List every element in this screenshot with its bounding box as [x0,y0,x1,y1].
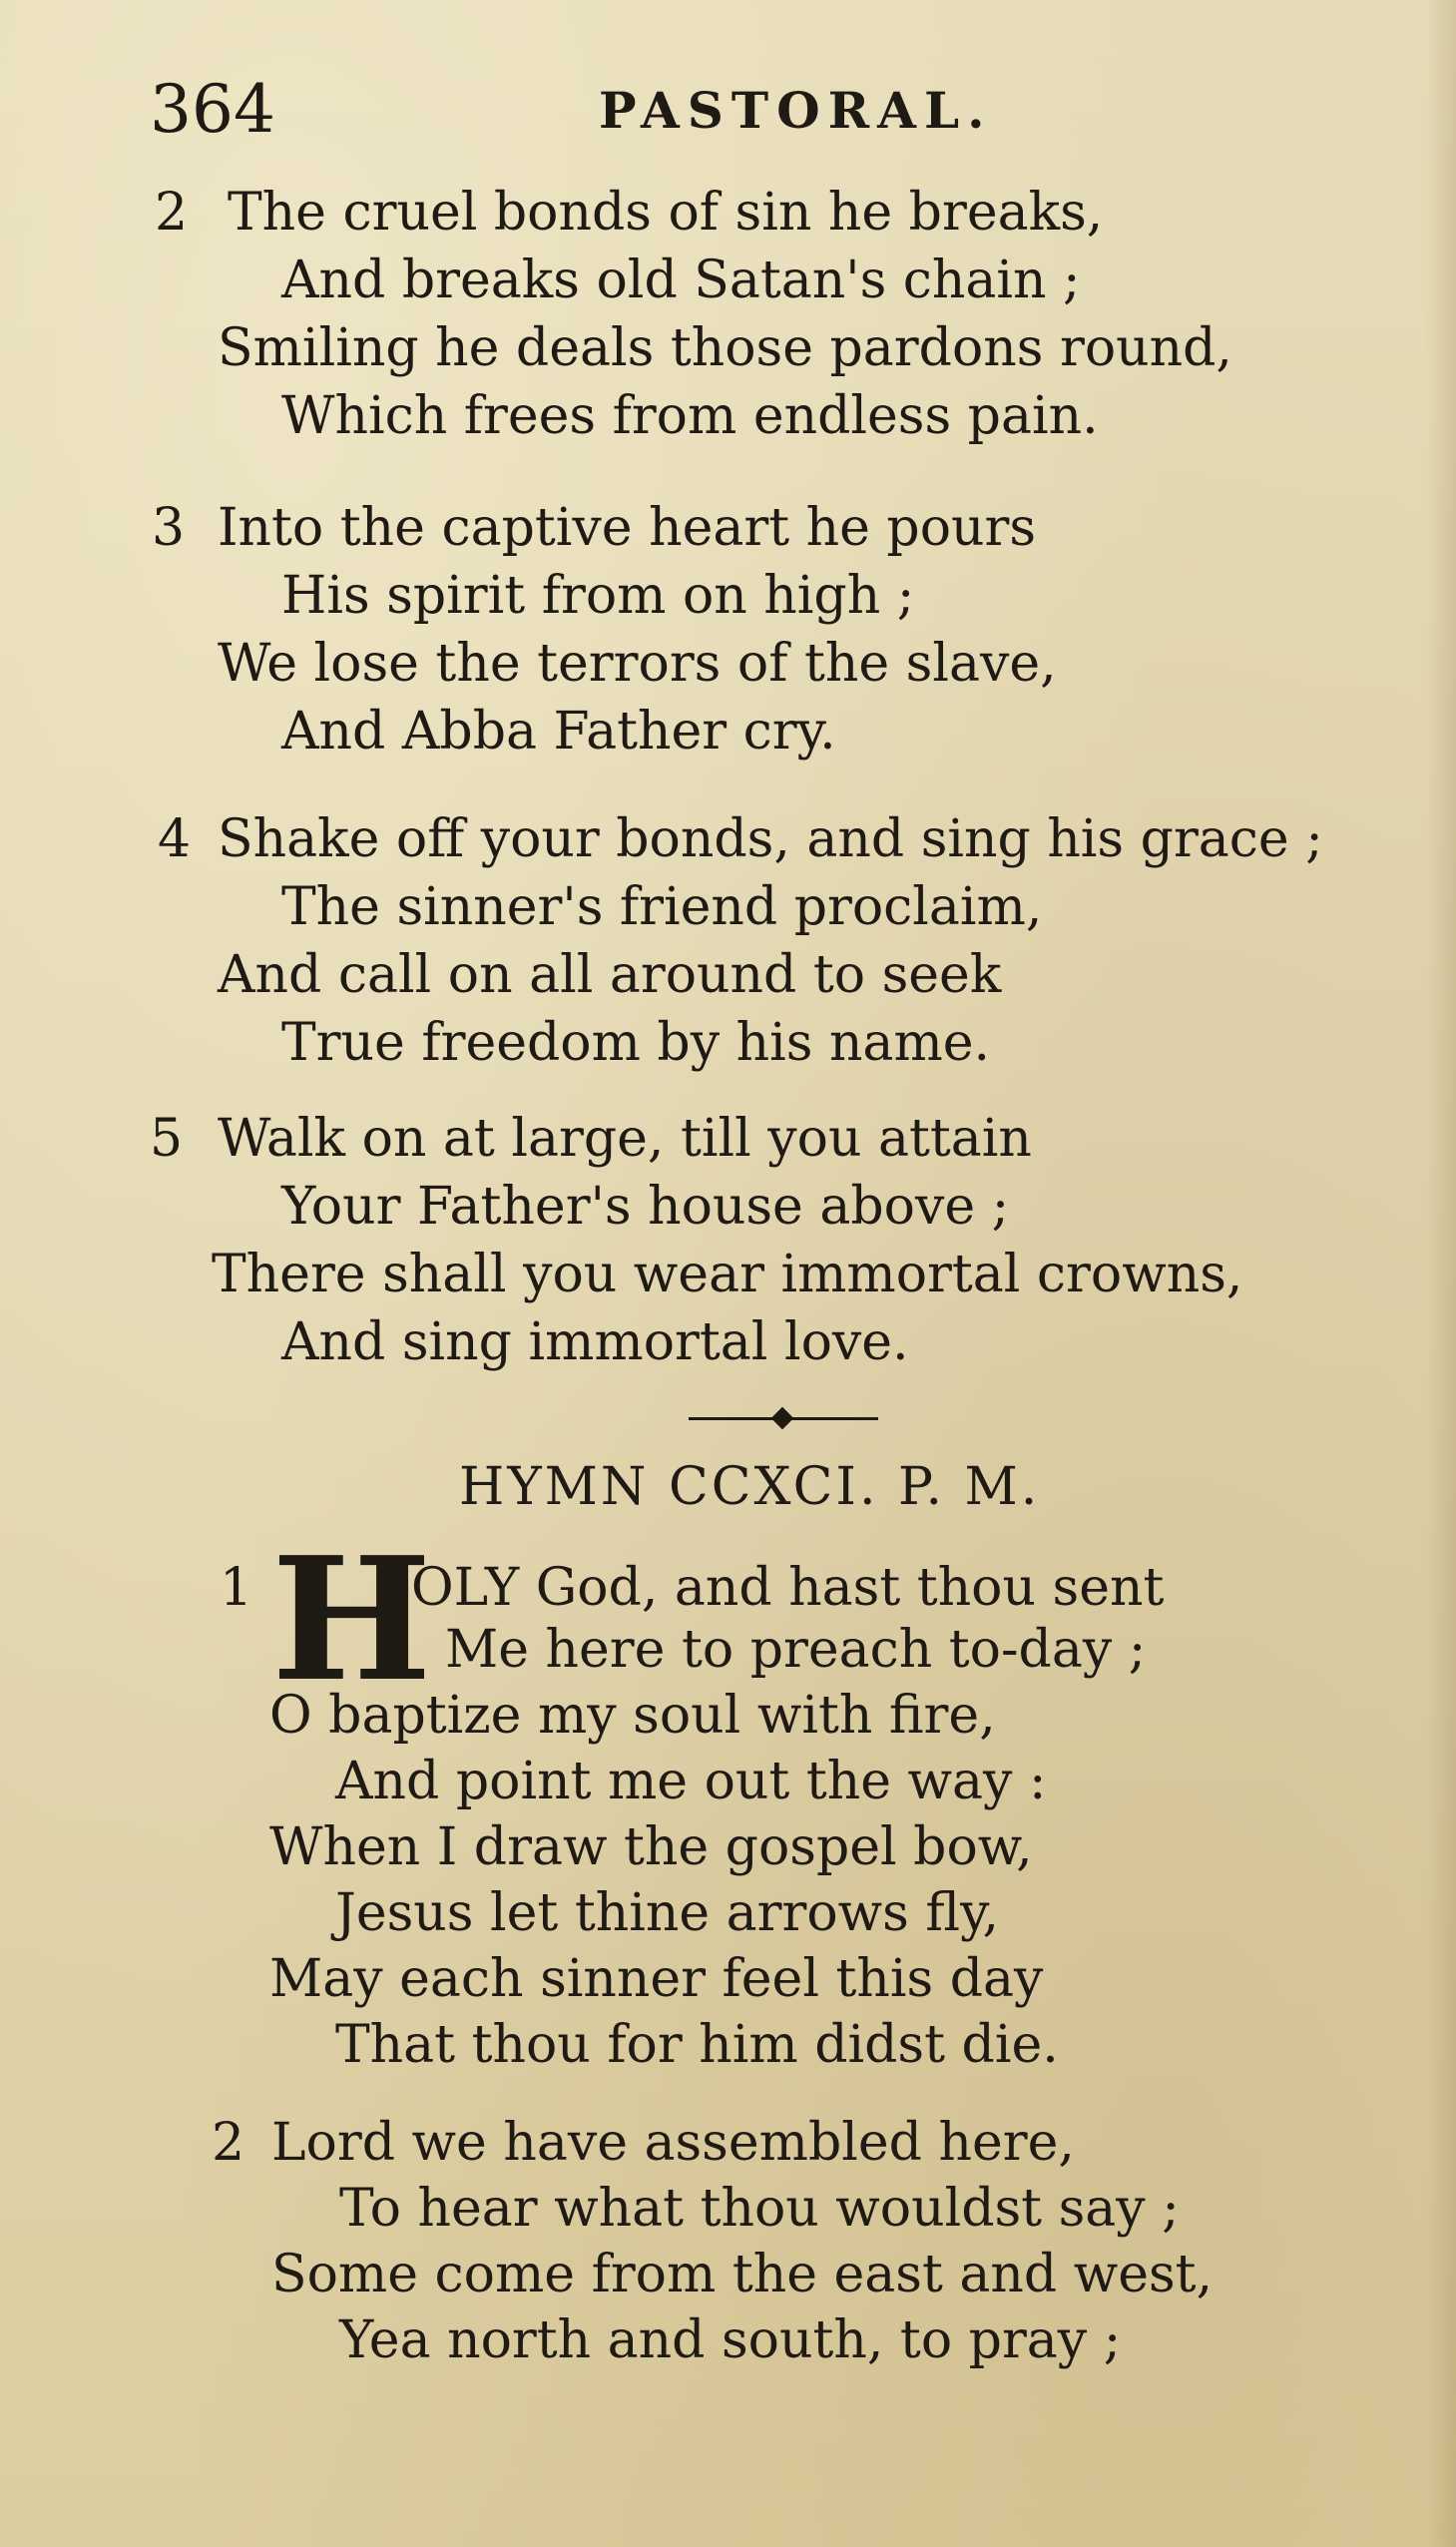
verse-line: Some come from the east and west, [271,2245,1213,2304]
stanza-number: 2 [212,2113,245,2173]
verse-line: Into the captive heart he pours [218,498,1037,558]
stanza-number: 3 [152,498,186,558]
running-head: PASTORAL. [599,81,993,140]
verse-line: O baptize my soul with fire, [269,1686,996,1746]
stanza-number: 2 [155,183,189,243]
verse-line: Shake off your bonds, and sing his grace ; [218,809,1323,869]
verse-line: There shall you wear immortal crowns, [212,1245,1243,1304]
stanza-number: 1 [220,1558,253,1618]
drop-cap: H [271,1520,432,1720]
page-header [150,70,1198,150]
verse-line: His spirit from on high ; [281,566,915,626]
verse-line: Me here to preach to-day ; [445,1620,1147,1680]
verse-line: And point me out the way : [335,1752,1047,1811]
verse-line: Jesus let thine arrows fly, [335,1883,1000,1943]
verse-line: Your Father's house above ; [281,1177,1010,1237]
verse-line: The cruel bonds of sin he breaks, [228,183,1104,243]
verse-line: To hear what thou wouldst say ; [339,2179,1180,2239]
page-edge-shadow [1426,0,1456,2547]
verse-line: Which frees from endless pain. [281,386,1099,446]
stanza-number: 4 [158,809,192,869]
verse-line: May each sinner feel this day [269,1949,1044,2009]
verse-line: And sing immortal love. [281,1312,909,1372]
page-number: 364 [150,71,275,148]
hymn-title: HYMN CCXCI. P. M. [459,1457,1041,1517]
verse-line: Yea north and south, to pray ; [339,2310,1122,2370]
verse-line: When I draw the gospel bow, [269,1817,1033,1877]
verse-line: Smiling he deals those pardons round, [218,318,1232,378]
verse-line: And Abba Father cry. [281,702,836,762]
verse-line: True freedom by his name. [281,1013,991,1073]
verse-line: And call on all around to seek [218,945,1002,1005]
verse-line: OLY God, and hast thou sent [411,1558,1165,1618]
verse-line: Walk on at large, till you attain [218,1109,1032,1169]
divider-ornament-icon [771,1407,794,1430]
verse-line: That thou for him didst die. [335,2015,1059,2075]
stanza-number: 5 [150,1109,184,1169]
verse-line: Lord we have assembled here, [271,2113,1075,2173]
verse-line: We lose the terrors of the slave, [218,634,1057,694]
verse-line: And breaks old Satan's chain ; [281,251,1081,310]
section-divider [689,1408,878,1428]
verse-line: The sinner's friend proclaim, [281,877,1043,937]
